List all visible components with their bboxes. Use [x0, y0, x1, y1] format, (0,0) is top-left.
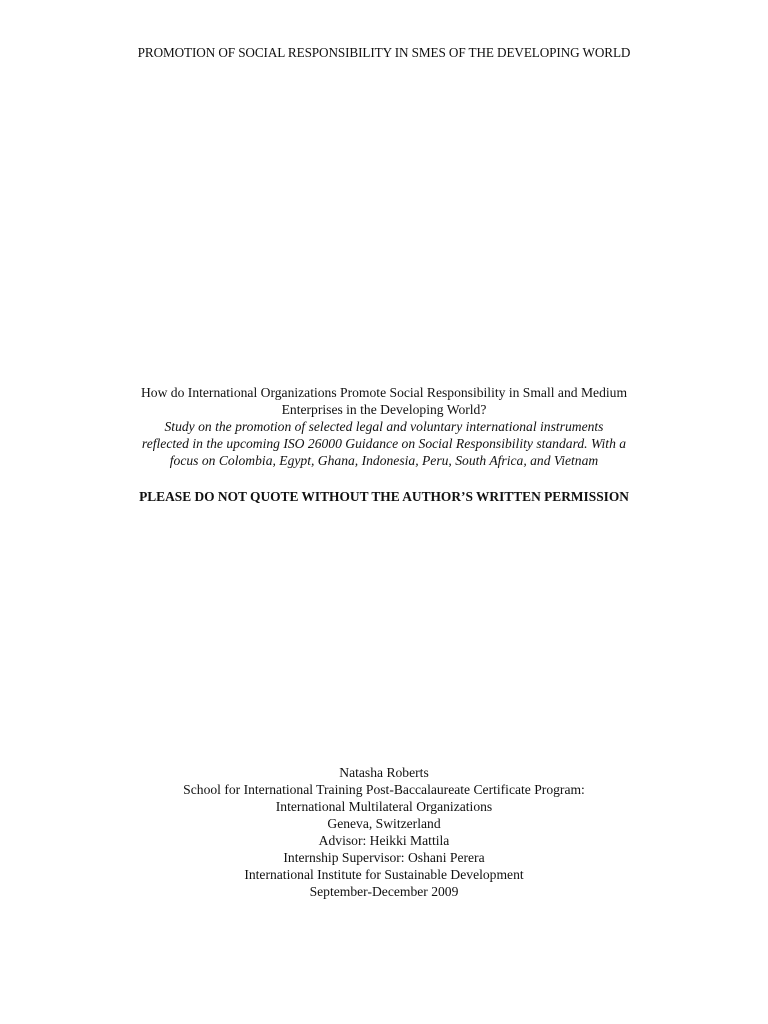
- program-name: School for International Training Post-Baccalaureate Certificate Program:: [183, 782, 585, 797]
- title-block: [108, 384, 660, 469]
- title-line-2: Enterprises in the Developing World?: [281, 402, 487, 417]
- institute: International Institute for Sustainable Development: [244, 867, 524, 882]
- running-header: PROMOTION OF SOCIAL RESPONSIBILITY IN SMES OF THE DEVELOPING WORLD: [137, 45, 631, 60]
- permission-notice: PLEASE DO NOT QUOTE WITHOUT THE AUTHOR’S WRITTEN PERMISSION: [139, 489, 629, 504]
- subtitle-line-2: reflected in the upcoming ISO 26000 Guidance on Social Responsibility standard. With a: [141, 436, 627, 451]
- author-block: [0, 764, 768, 900]
- author-name: Natasha Roberts: [339, 765, 429, 780]
- title-line-1: How do International Organizations Promote Social Responsibility in Small and Medium: [140, 385, 628, 400]
- subtitle-line-1: Study on the promotion of selected legal and voluntary international instruments: [164, 419, 604, 434]
- program-track: International Multilateral Organizations: [275, 799, 493, 814]
- subtitle-line-3: focus on Colombia, Egypt, Ghana, Indonesia, Peru, South Africa, and Vietnam: [169, 453, 599, 468]
- advisor: Advisor: Heikki Mattila: [318, 833, 450, 848]
- internship-supervisor: Internship Supervisor: Oshani Perera: [283, 850, 485, 865]
- location: Geneva, Switzerland: [327, 816, 441, 831]
- date-range: September-December 2009: [309, 884, 459, 899]
